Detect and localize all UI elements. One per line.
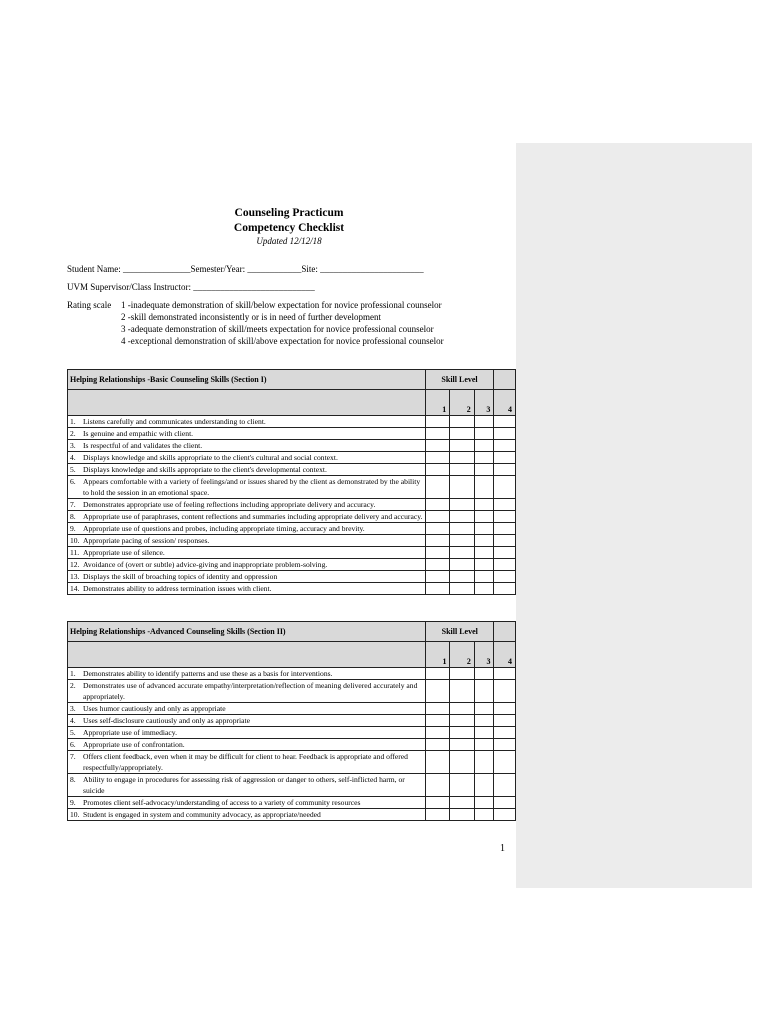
rating-cell-level-3[interactable] [474, 751, 494, 774]
section1-heading: Helping Relationships -Basic Counseling Skills (Section I) [68, 370, 426, 390]
competency-item [68, 511, 426, 523]
rating-cell-level-3[interactable] [474, 416, 494, 428]
section1-levels-row [68, 390, 516, 416]
rating-cell-level-3[interactable] [474, 547, 494, 559]
rating-cell-level-2[interactable] [450, 535, 474, 547]
checklist-row [68, 547, 516, 559]
competency-item [68, 751, 426, 774]
rating-cell-level-4[interactable] [494, 499, 516, 511]
rating-cell-level-4[interactable] [494, 452, 516, 464]
rating-cell-level-1[interactable] [425, 511, 449, 523]
rating-cell-level-3[interactable] [474, 715, 494, 727]
rating-cell-level-4[interactable] [494, 715, 516, 727]
rating-cell-level-3[interactable] [474, 703, 494, 715]
rating-cell-level-2[interactable] [450, 511, 474, 523]
rating-cell-level-2[interactable] [450, 464, 474, 476]
checklist-row [68, 809, 516, 821]
rating-cell-level-1[interactable] [425, 523, 449, 535]
section2-level-3: 3 [474, 642, 494, 668]
item-text: Offers client feedback, even when it may be difficult for client to hear. Feedback is appropriate and offered respectfully/appropriately. [83, 752, 408, 772]
item-number: 3. [70, 704, 76, 713]
item-number: 9. [70, 524, 76, 533]
item-number: 6. [70, 477, 76, 486]
section1-level-4: 4 [494, 390, 516, 416]
item-text: Appropriate use of questions and probes, including appropriate timing, accuracy and brevity. [83, 524, 365, 533]
section2-level-2: 2 [450, 642, 474, 668]
item-number: 7. [70, 500, 76, 509]
rating-cell-level-2[interactable] [450, 583, 474, 595]
rating-cell-level-3[interactable] [474, 739, 494, 751]
rating-cell-level-2[interactable] [450, 727, 474, 739]
title-line-1: Counseling Practicum [234, 207, 344, 219]
rating-cell-level-2[interactable] [450, 547, 474, 559]
checklist-row [68, 715, 516, 727]
checklist-row [68, 476, 516, 499]
item-text: Displays the skill of broaching topics of identity and oppression [83, 572, 278, 581]
rating-cell-level-4[interactable] [494, 428, 516, 440]
competency-item [68, 703, 426, 715]
checklist-row [68, 452, 516, 464]
rating-cell-level-4[interactable] [494, 523, 516, 535]
rating-cell-level-4[interactable] [494, 797, 516, 809]
competency-item [68, 440, 426, 452]
rating-cell-level-1[interactable] [426, 703, 450, 715]
checklist-row [68, 727, 516, 739]
rating-cell-level-3[interactable] [474, 476, 494, 499]
rating-cell-level-2[interactable] [450, 751, 474, 774]
rating-cell-level-4[interactable] [494, 774, 516, 797]
item-text: Appears comfortable with a variety of feelings/and or issues shared by the client as demonstrated by the ability to hold the session in an emotional space. [83, 477, 421, 497]
rating-cell-level-1[interactable] [425, 559, 449, 571]
competency-item [68, 476, 426, 499]
section2-levels-blank [68, 642, 426, 668]
item-text: Listens carefully and communicates understanding to client. [83, 417, 266, 426]
supervisor-line: UVM Supervisor/Class Instructor: ___________________________ [67, 282, 315, 292]
section2-levels-row [68, 642, 516, 668]
rating-cell-level-1[interactable] [426, 668, 450, 680]
updated-date: Updated 12/12/18 [256, 236, 322, 246]
rating-cell-level-2[interactable] [450, 668, 474, 680]
rating-level-3: 3 -adequate demonstration of skill/meets expectation for novice professional counselor [121, 324, 434, 334]
rating-cell-level-4[interactable] [494, 751, 516, 774]
title-line-2: Competency Checklist [233, 222, 345, 234]
item-number: 8. [70, 512, 76, 521]
rating-cell-level-1[interactable] [425, 476, 449, 499]
rating-cell-level-1[interactable] [426, 774, 450, 797]
section2-heading: Helping Relationships -Advanced Counseling Skills (Section II) [68, 622, 426, 642]
rating-cell-level-3[interactable] [474, 523, 494, 535]
item-number: 10. [70, 536, 80, 545]
item-number: 1. [70, 669, 76, 678]
item-number: 5. [70, 728, 76, 737]
item-text: Appropriate use of silence. [83, 548, 165, 557]
section1-level-3: 3 [474, 390, 494, 416]
rating-cell-level-1[interactable] [426, 727, 450, 739]
rating-cell-level-2[interactable] [450, 703, 474, 715]
rating-cell-level-3[interactable] [474, 464, 494, 476]
student-line: Student Name: _______________Semester/Year: ____________Site: _______________________ [67, 264, 424, 274]
rating-cell-level-2[interactable] [450, 523, 474, 535]
competency-item [68, 739, 426, 751]
competency-item [68, 464, 426, 476]
rating-level-4: 4 -exceptional demonstration of skill/above expectation for novice professional counselor [121, 336, 444, 346]
section2-skill-level: Skill Level [426, 622, 494, 642]
item-number: 13. [70, 572, 80, 581]
item-text: Student is engaged in system and community advocacy, as appropriate/needed [83, 810, 321, 819]
checklist-row [68, 440, 516, 452]
checklist-row [68, 680, 516, 703]
rating-cell-level-3[interactable] [474, 680, 494, 703]
rating-cell-level-1[interactable] [425, 428, 449, 440]
item-text: Demonstrates use of advanced accurate empathy/interpretation/reflection of meaning delivered accurately and appropriately. [83, 681, 418, 701]
checklist-row [68, 535, 516, 547]
competency-item [68, 428, 426, 440]
rating-cell-level-4[interactable] [494, 703, 516, 715]
competency-item [68, 499, 426, 511]
rating-cell-level-3[interactable] [474, 535, 494, 547]
section2-header-row [68, 622, 516, 642]
item-text: Appropriate use of confrontation. [83, 740, 185, 749]
rating-cell-level-2[interactable] [450, 797, 474, 809]
page-number: 1 [500, 843, 505, 854]
checklist-row [68, 464, 516, 476]
competency-item [68, 797, 426, 809]
rating-cell-level-3[interactable] [474, 797, 494, 809]
section1-levels-blank [68, 390, 426, 416]
rating-cell-level-3[interactable] [474, 668, 494, 680]
section1-header-blank [494, 370, 516, 390]
item-number: 7. [70, 752, 76, 761]
rating-cell-level-3[interactable] [474, 727, 494, 739]
item-number: 10. [70, 810, 80, 819]
competency-item [68, 535, 426, 547]
section2-level-4: 4 [494, 642, 516, 668]
rating-cell-level-3[interactable] [474, 428, 494, 440]
item-number: 3. [70, 441, 76, 450]
rating-cell-level-3[interactable] [474, 774, 494, 797]
rating-cell-level-3[interactable] [474, 559, 494, 571]
rating-cell-level-4[interactable] [494, 668, 516, 680]
competency-item [68, 809, 426, 821]
rating-cell-level-4[interactable] [494, 476, 516, 499]
item-number: 4. [70, 453, 76, 462]
rating-cell-level-3[interactable] [474, 440, 494, 452]
item-number: 12. [70, 560, 80, 569]
item-number: 2. [70, 429, 76, 438]
competency-item [68, 680, 426, 703]
rating-cell-level-1[interactable] [425, 452, 449, 464]
checklist-row [68, 739, 516, 751]
rating-cell-level-1[interactable] [426, 751, 450, 774]
rating-cell-level-1[interactable] [426, 715, 450, 727]
section2-level-1: 1 [426, 642, 450, 668]
competency-item [68, 523, 426, 535]
item-text: Promotes client self-advocacy/understanding of access to a variety of community resources [83, 798, 361, 807]
item-text: Is respectful of and validates the client. [83, 441, 203, 450]
rating-cell-level-4[interactable] [494, 559, 516, 571]
rating-cell-level-1[interactable] [425, 499, 449, 511]
item-text: Displays knowledge and skills appropriate to the client's cultural and social context. [83, 453, 338, 462]
item-number: 8. [70, 775, 76, 784]
rating-cell-level-2[interactable] [450, 476, 474, 499]
checklist-row [68, 523, 516, 535]
item-text: Displays knowledge and skills appropriate to the client's developmental context. [83, 465, 327, 474]
item-number: 5. [70, 465, 76, 474]
item-text: Uses humor cautiously and only as appropriate [83, 704, 226, 713]
competency-item [68, 774, 426, 797]
section2-table [67, 621, 516, 821]
rating-cell-level-2[interactable] [450, 680, 474, 703]
rating-cell-level-2[interactable] [450, 774, 474, 797]
section1-level-1: 1 [425, 390, 449, 416]
rating-cell-level-3[interactable] [474, 452, 494, 464]
rating-cell-level-1[interactable] [425, 535, 449, 547]
item-text: Is genuine and empathic with client. [83, 429, 194, 438]
rating-cell-level-4[interactable] [494, 809, 516, 821]
section1-table [67, 369, 516, 595]
checklist-row [68, 668, 516, 680]
checklist-row [68, 511, 516, 523]
rating-cell-level-3[interactable] [474, 809, 494, 821]
item-number: 14. [70, 584, 80, 593]
rating-cell-level-1[interactable] [425, 547, 449, 559]
item-text: Ability to engage in procedures for assessing risk of aggression or danger to others, self-inflicted harm, or suicide [83, 775, 405, 795]
rating-cell-level-2[interactable] [450, 739, 474, 751]
rating-cell-level-3[interactable] [474, 499, 494, 511]
section1-header-row [68, 370, 516, 390]
checklist-row [68, 751, 516, 774]
rating-cell-level-1[interactable] [425, 440, 449, 452]
rating-cell-level-1[interactable] [425, 571, 449, 583]
rating-cell-level-1[interactable] [426, 809, 450, 821]
rating-cell-level-2[interactable] [450, 559, 474, 571]
item-number: 1. [70, 417, 76, 426]
rating-cell-level-4[interactable] [494, 535, 516, 547]
rating-cell-level-4[interactable] [494, 547, 516, 559]
checklist-row [68, 571, 516, 583]
rating-cell-level-2[interactable] [450, 499, 474, 511]
comment-pane [516, 143, 752, 888]
section2-header-blank [494, 622, 516, 642]
item-text: Demonstrates ability to address termination issues with client. [83, 584, 272, 593]
rating-cell-level-2[interactable] [450, 440, 474, 452]
checklist-row [68, 428, 516, 440]
rating-cell-level-4[interactable] [494, 739, 516, 751]
rating-cell-level-2[interactable] [450, 571, 474, 583]
rating-cell-level-1[interactable] [425, 583, 449, 595]
checklist-row [68, 583, 516, 595]
item-text: Uses self-disclosure cautiously and only as appropriate [83, 716, 251, 725]
rating-cell-level-1[interactable] [425, 464, 449, 476]
rating-cell-level-2[interactable] [450, 416, 474, 428]
rating-cell-level-1[interactable] [426, 797, 450, 809]
competency-item [68, 452, 426, 464]
item-text: Avoidance of (overt or subtle) advice-giving and inappropriate problem-solving. [83, 560, 328, 569]
competency-item [68, 668, 426, 680]
section1-level-2: 2 [450, 390, 474, 416]
rating-cell-level-4[interactable] [494, 464, 516, 476]
item-text: Demonstrates ability to identify patterns and use these as a basis for interventions. [83, 669, 333, 678]
competency-item [68, 559, 426, 571]
rating-level-1: 1 -inadequate demonstration of skill/below expectation for novice professional counselor [121, 300, 442, 310]
rating-cell-level-2[interactable] [450, 809, 474, 821]
rating-cell-level-4[interactable] [494, 680, 516, 703]
item-text: Appropriate use of immediacy. [83, 728, 177, 737]
checklist-row [68, 416, 516, 428]
rating-cell-level-4[interactable] [494, 440, 516, 452]
item-number: 11. [70, 548, 80, 557]
competency-item [68, 547, 426, 559]
rating-cell-level-3[interactable] [474, 571, 494, 583]
competency-item [68, 583, 426, 595]
item-text: Appropriate pacing of session/ responses. [83, 536, 210, 545]
item-text: Demonstrates appropriate use of feeling reflections including appropriate delivery and accuracy. [83, 500, 376, 509]
rating-cell-level-1[interactable] [426, 739, 450, 751]
competency-item [68, 571, 426, 583]
rating-level-2: 2 -skill demonstrated inconsistently or is in need of further development [121, 312, 381, 322]
rating-cell-level-4[interactable] [494, 727, 516, 739]
checklist-row [68, 774, 516, 797]
competency-item [68, 715, 426, 727]
rating-cell-level-1[interactable] [425, 416, 449, 428]
rating-cell-level-2[interactable] [450, 452, 474, 464]
rating-cell-level-2[interactable] [450, 715, 474, 727]
item-number: 4. [70, 716, 76, 725]
rating-cell-level-4[interactable] [494, 571, 516, 583]
rating-cell-level-4[interactable] [494, 583, 516, 595]
section1-skill-level: Skill Level [425, 370, 494, 390]
rating-cell-level-1[interactable] [426, 680, 450, 703]
rating-cell-level-4[interactable] [494, 511, 516, 523]
rating-cell-level-3[interactable] [474, 583, 494, 595]
item-text: Appropriate use of paraphrases, content reflections and summaries including appropriate delivery and accuracy. [83, 512, 423, 521]
rating-cell-level-4[interactable] [494, 416, 516, 428]
item-number: 2. [70, 681, 76, 690]
checklist-row [68, 703, 516, 715]
rating-scale-label: Rating scale [67, 300, 112, 310]
item-number: 9. [70, 798, 76, 807]
competency-item [68, 416, 426, 428]
rating-cell-level-3[interactable] [474, 511, 494, 523]
rating-cell-level-2[interactable] [450, 428, 474, 440]
checklist-row [68, 559, 516, 571]
checklist-row [68, 797, 516, 809]
checklist-row [68, 499, 516, 511]
competency-item [68, 727, 426, 739]
item-number: 6. [70, 740, 76, 749]
